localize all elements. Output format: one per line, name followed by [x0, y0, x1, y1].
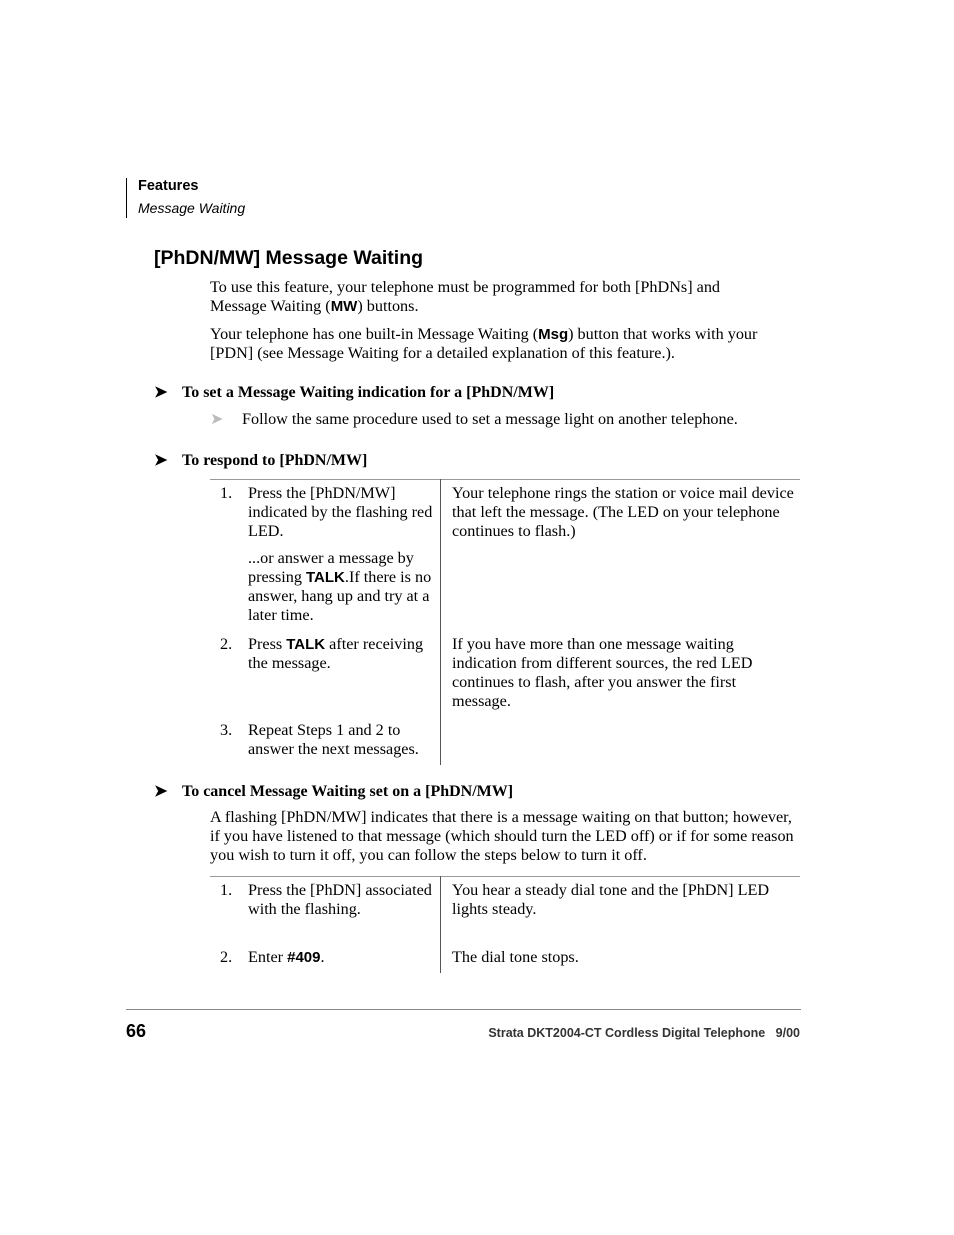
step-number: 1.	[220, 484, 233, 502]
sub-arrow-icon: ➤	[210, 411, 224, 428]
step-result: The dial tone stops.	[452, 948, 579, 966]
mw-key-label: MW	[330, 298, 358, 315]
set-step	[210, 409, 738, 429]
set-heading	[154, 382, 554, 402]
intro-paragraph-1	[210, 278, 810, 316]
intro-paragraph-2	[210, 325, 810, 363]
header-section: Features	[138, 178, 199, 194]
step-number: 2.	[220, 948, 233, 966]
step-action: Press the [PhDN/MW] indicated by the flashing red LED.	[248, 484, 433, 540]
respond-table	[210, 479, 800, 765]
table-top-rule	[210, 479, 800, 480]
set-heading-text: To set a Message Waiting indication for a [PhDN/MW]	[182, 384, 555, 401]
table-top-rule	[210, 876, 800, 877]
table-column-divider	[440, 876, 441, 973]
intro-p2-text: Your telephone has one built-in Message Waiting (	[210, 325, 539, 343]
set-step-text: Follow the same procedure used to set a message light on another telephone.	[242, 410, 738, 428]
step-action-text: Enter	[248, 948, 288, 966]
arrow-icon: ➤	[154, 384, 168, 401]
intro-p2-line2: [PDN] (see Message Waiting for a detailed explanation of this feature.).	[210, 344, 675, 362]
cancel-heading-text: To cancel Message Waiting set on a [PhDN/MW]	[182, 783, 514, 800]
intro-p1-tail: ) buttons.	[357, 297, 419, 315]
talk-key-label: TALK	[306, 569, 345, 586]
page-number: 66	[126, 1021, 147, 1041]
table-column-divider	[440, 479, 441, 765]
step-result: You hear a steady dial tone and the [PhDN] LED lights steady.	[452, 881, 770, 918]
code-key-label: #409	[287, 949, 321, 966]
footer-rule	[126, 1009, 801, 1010]
step-action-alt	[248, 549, 436, 625]
step-action-tail: .	[320, 948, 325, 966]
talk-key-label: TALK	[286, 636, 326, 653]
page-title: [PhDN/MW] Message Waiting	[154, 247, 424, 269]
cancel-table	[210, 876, 800, 973]
cancel-paragraph: A flashing [PhDN/MW] indicates that there is a message waiting on that button; however, if you have listened to that message (which should turn the LED off) or if for some reason you wish to turn it off, you can follow the steps below to turn it off.	[210, 808, 794, 864]
respond-heading	[154, 450, 367, 470]
step-result: Your telephone rings the station or voice mail device that left the message. (The LED on your telephone continues to flash.)	[452, 484, 794, 540]
footer-doc-title: Strata DKT2004-CT Cordless Digital Telephone 9/00	[488, 1026, 800, 1040]
step-action: Repeat Steps 1 and 2 to answer the next messages.	[248, 721, 419, 758]
step-number: 3.	[220, 721, 233, 739]
header-subsection: Message Waiting	[138, 200, 246, 216]
step-action	[248, 948, 436, 967]
arrow-icon: ➤	[154, 783, 168, 800]
step-action-alt-text: ...or answer a message by pressing	[248, 549, 414, 586]
step-result: If you have more than one message waiting indication from different sources, the red LED continues to flash, after you answer the first message.	[452, 635, 753, 710]
intro-p2-tail: ) button that works with your	[568, 325, 758, 343]
step-action: Press the [PhDN] associated with the flashing.	[248, 881, 432, 918]
step-action-text: Press	[248, 635, 287, 653]
arrow-icon: ➤	[154, 452, 168, 469]
step-action	[248, 635, 436, 673]
intro-p1-line1: To use this feature, your telephone must be programmed for both [PhDNs] and	[210, 278, 721, 296]
step-number: 1.	[220, 881, 233, 899]
msg-key-label: Msg	[538, 326, 569, 343]
step-action-alt-tail: .If there is no answer, hang up and try at a later time.	[248, 568, 432, 624]
cancel-heading	[154, 781, 513, 801]
header-rule	[126, 178, 127, 218]
respond-heading-text: To respond to [PhDN/MW]	[182, 452, 368, 469]
step-action-tail: after receiving the message.	[248, 635, 424, 672]
step-number: 2.	[220, 635, 233, 653]
intro-p1-text: Message Waiting (	[210, 297, 331, 315]
